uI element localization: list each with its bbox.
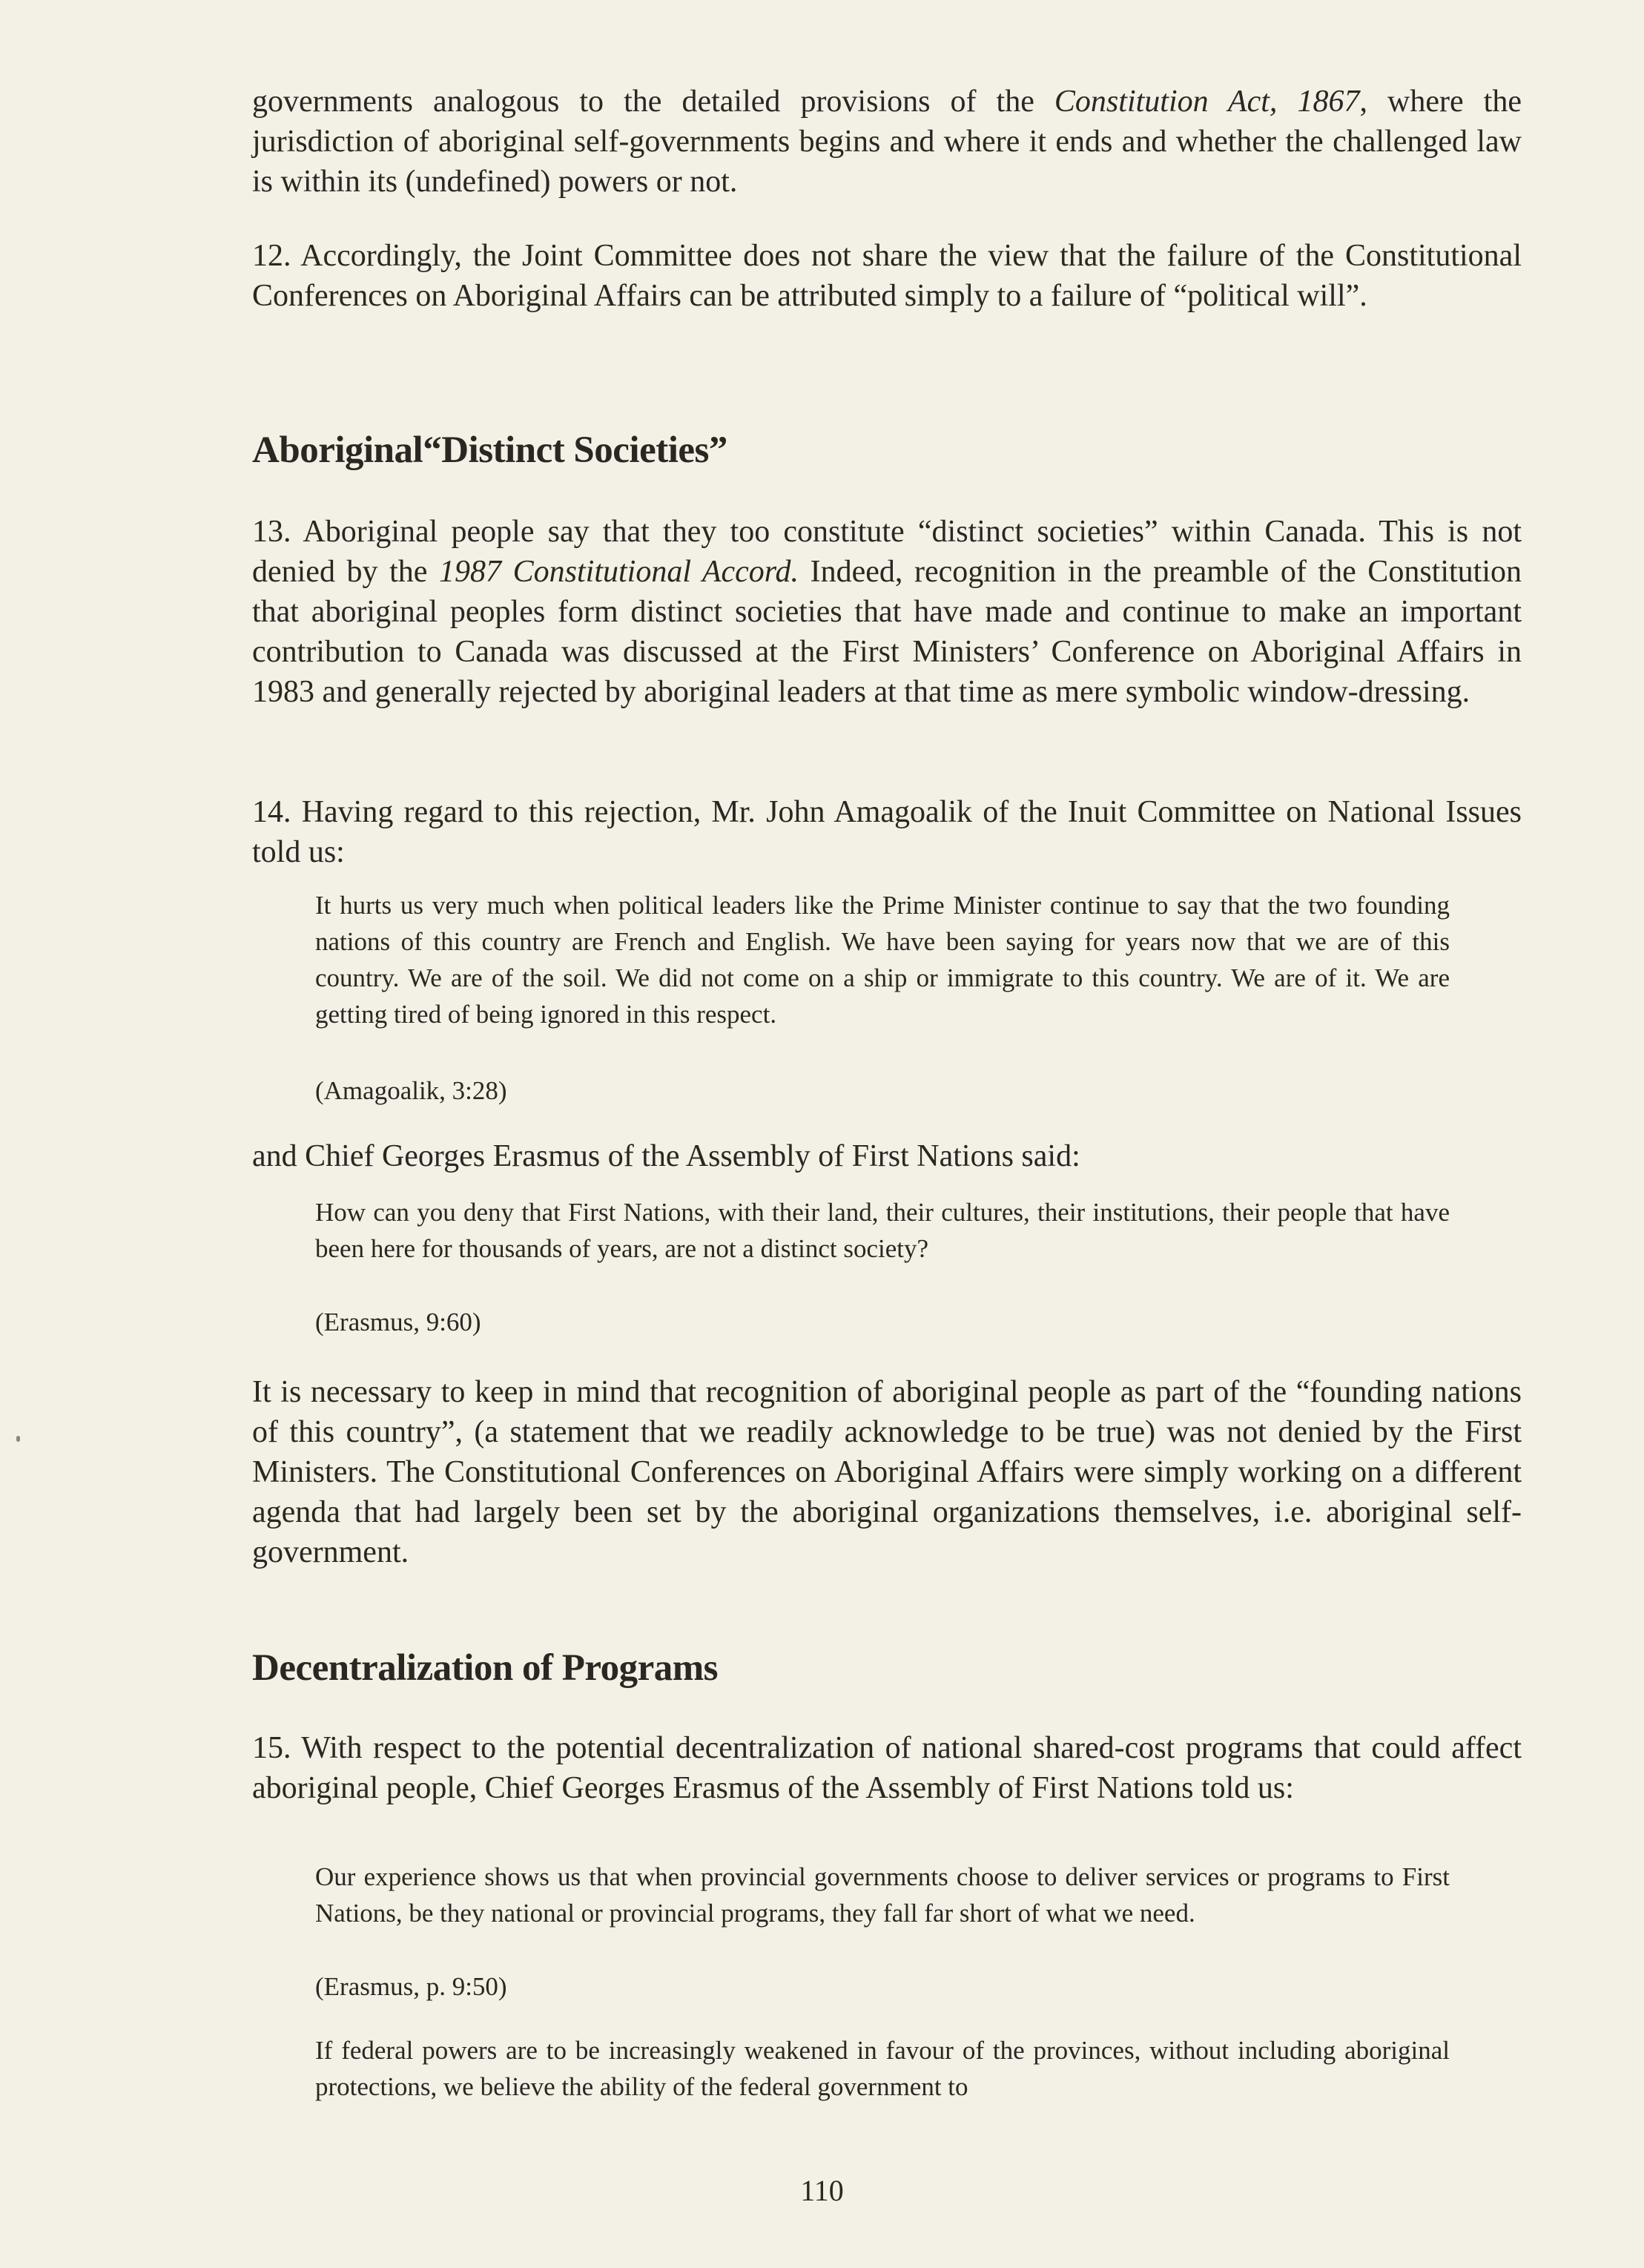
citation-erasmus-1: (Erasmus, 9:60): [315, 1308, 481, 1336]
intro-italic-act: Constitution Act, 1867: [1054, 85, 1360, 119]
paragraph-12: 12. Accordingly, the Joint Committee does not share the view that the failure of the Constitutional Conferences on Aboriginal Affairs can be attributed simply to a failure of “political will”.: [252, 239, 1522, 313]
paragraph-14: 14. Having regard to this rejection, Mr. John Amagoalik of the Inuit Committee on National Issues told us:: [252, 795, 1522, 869]
paragraph-13-italic-accord: 1987 Constitutional Accord.: [439, 555, 799, 589]
paragraph-13-end: Indeed, recognition in the preamble of the Constitution that aboriginal peoples form distinct societies that have made and continue to make an important contribution to Canada was discussed at the First Ministers’ Conference on Aboriginal Affairs in 1983 and generally rejected by aboriginal leaders at that time as mere symbolic window-dressing.: [252, 555, 1522, 709]
intro-text-end: , where the jurisdiction of aboriginal self-governments begins and where it ends and whether the challenged law is within its (undefined) powers or not.: [252, 85, 1522, 199]
page-number: 110: [800, 2174, 844, 2207]
paragraph-necessary: It is necessary to keep in mind that recognition of aboriginal people as part of the “founding nations of this country”, (a statement that we readily acknowledge to be true) was not denied by the First Ministers. The Constitutional Conferences on Aboriginal Affairs were simply working on a different agenda that had largely been set by the aboriginal organizations themselves, i.e. aboriginal self-government.: [252, 1375, 1522, 1569]
block-quote-erasmus-3: If federal powers are to be increasingly weakened in favour of the provinces, without including aboriginal protections, we believe the ability of the federal government to: [315, 2036, 1450, 2101]
paragraph-13-start: 13. Aboriginal people say that they too constitute “distinct societies” within Canada. This is not denied by the: [252, 515, 1522, 589]
citation-amagoalik: (Amagoalik, 3:28): [315, 1076, 507, 1105]
intro-paragraph: [252, 82, 1522, 202]
section-heading-decentralization: Decentralization of Programs: [252, 1647, 719, 1689]
citation-erasmus-2: (Erasmus, p. 9:50): [315, 1972, 507, 2001]
block-quote-erasmus-2: Our experience shows us that when provincial governments choose to deliver services or programs to First Nations, be they national or provincial programs, they fall far short of what we need.: [315, 1862, 1450, 1928]
paragraph-15: 15. With respect to the potential decentralization of national shared-cost programs that could affect aboriginal people, Chief Georges Erasmus of the Assembly of First Nations told us:: [252, 1731, 1522, 1805]
block-quote-amagoalik: It hurts us very much when political leaders like the Prime Minister continue to say that the two founding nations of this country are French and English. We have been saying for years now that we are of this country. We are of the soil. We did not come on a ship or immigrate to this country. We are of it. We are getting tired of being ignored in this respect.: [315, 891, 1450, 1029]
intro-text-start: governments analogous to the detailed provisions of the: [252, 85, 1054, 119]
paper-speck: [16, 1436, 20, 1442]
block-quote-erasmus-1: How can you deny that First Nations, with their land, their cultures, their institutions, their people that have been here for thousands of years, are not a distinct society?: [315, 1198, 1450, 1263]
paragraph-13: [252, 512, 1522, 712]
section-heading-distinct-societies: Aboriginal“Distinct Societies”: [252, 429, 727, 471]
connector-paragraph: and Chief Georges Erasmus of the Assembly of First Nations said:: [252, 1139, 1080, 1173]
